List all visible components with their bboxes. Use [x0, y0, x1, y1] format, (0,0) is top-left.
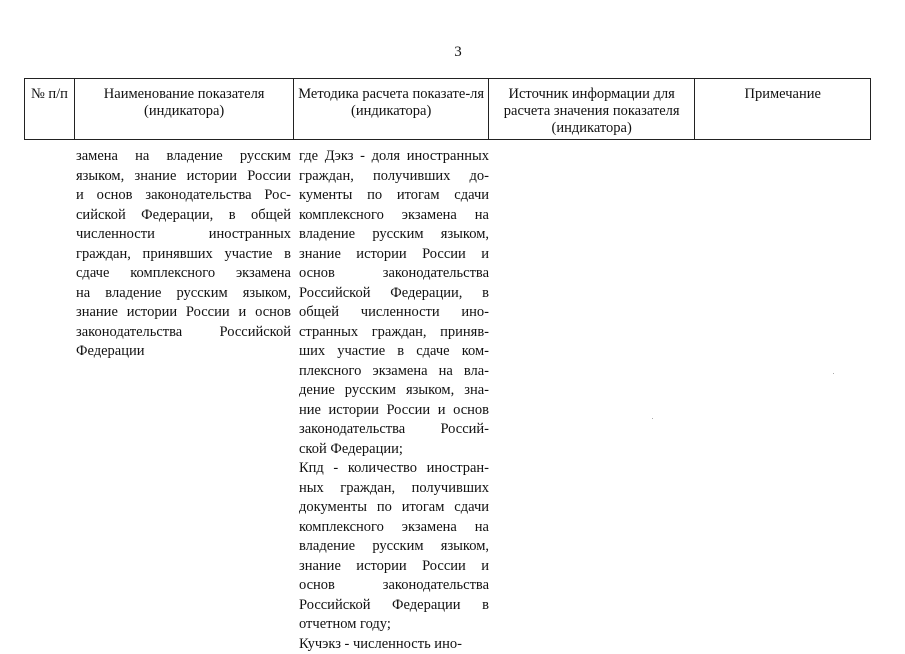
text-line: Российской Федерации, в — [299, 284, 489, 304]
text-line: отчетном году; — [299, 615, 489, 635]
text-line: плексного экзамена на вла- — [299, 362, 489, 382]
text-line: численности иностранных — [76, 225, 291, 245]
text-line: владение русским языком, — [299, 225, 489, 245]
text-line: граждан, принявших участие в — [76, 245, 291, 265]
text-line: основ законодательства — [299, 264, 489, 284]
text-line: сдаче комплексного экзамена — [76, 264, 291, 284]
text-line: знание истории России и — [299, 245, 489, 265]
text-line: владение русским языком, — [299, 537, 489, 557]
table-header — [24, 78, 871, 140]
text-line: Федерации — [76, 342, 291, 362]
scan-speck — [652, 418, 653, 419]
text-line: сийской Федерации, в общей — [76, 206, 291, 226]
text-line: на владение русским языком, — [76, 284, 291, 304]
text-line: законодательства Российской — [76, 323, 291, 343]
text-line: Кучэкз - численность ино- — [299, 635, 489, 654]
text-line: знание истории России и — [299, 557, 489, 577]
text-line: Кпд - количество иностран- — [299, 459, 489, 479]
calculation-method-cell — [299, 147, 489, 654]
text-line: где Дэкз - доля иностранных — [299, 147, 489, 167]
text-line: замена на владение русским — [76, 147, 291, 167]
header-cell-calculation-method: Методика расчета показате-ля (индикатора) — [294, 79, 489, 139]
text-line: и основ законодательства Рос- — [76, 186, 291, 206]
text-line: ших участие в сдаче ком- — [299, 342, 489, 362]
text-line: ных граждан, получивших — [299, 479, 489, 499]
text-line: документы по итогам сдачи — [299, 498, 489, 518]
text-line: кументы по итогам сдачи — [299, 186, 489, 206]
header-cell-note: Примечание — [695, 79, 870, 139]
header-cell-indicator-name: Наименование показателя (индикатора) — [75, 79, 294, 139]
text-line: комплексного экзамена на — [299, 518, 489, 538]
text-line: общей численности ино- — [299, 303, 489, 323]
text-line: странных граждан, приняв- — [299, 323, 489, 343]
text-line: ние истории России и основ — [299, 401, 489, 421]
text-line: языком, знание истории России — [76, 167, 291, 187]
header-cell-number: № п/п — [25, 79, 75, 139]
text-line: комплексного экзамена на — [299, 206, 489, 226]
text-line: законодательства Россий- — [299, 420, 489, 440]
text-line: основ законодательства — [299, 576, 489, 596]
indicator-name-cell — [76, 147, 291, 362]
header-cell-information-source: Источник информации для расчета значения показателя (индикатора) — [489, 79, 696, 139]
scan-speck — [833, 373, 834, 374]
text-line: Российской Федерации в — [299, 596, 489, 616]
text-line: знание истории России и основ — [76, 303, 291, 323]
text-line: граждан, получивших до- — [299, 167, 489, 187]
text-line: дение русским языком, зна- — [299, 381, 489, 401]
text-line: ской Федерации; — [299, 440, 489, 460]
page-number: 3 — [448, 44, 468, 61]
